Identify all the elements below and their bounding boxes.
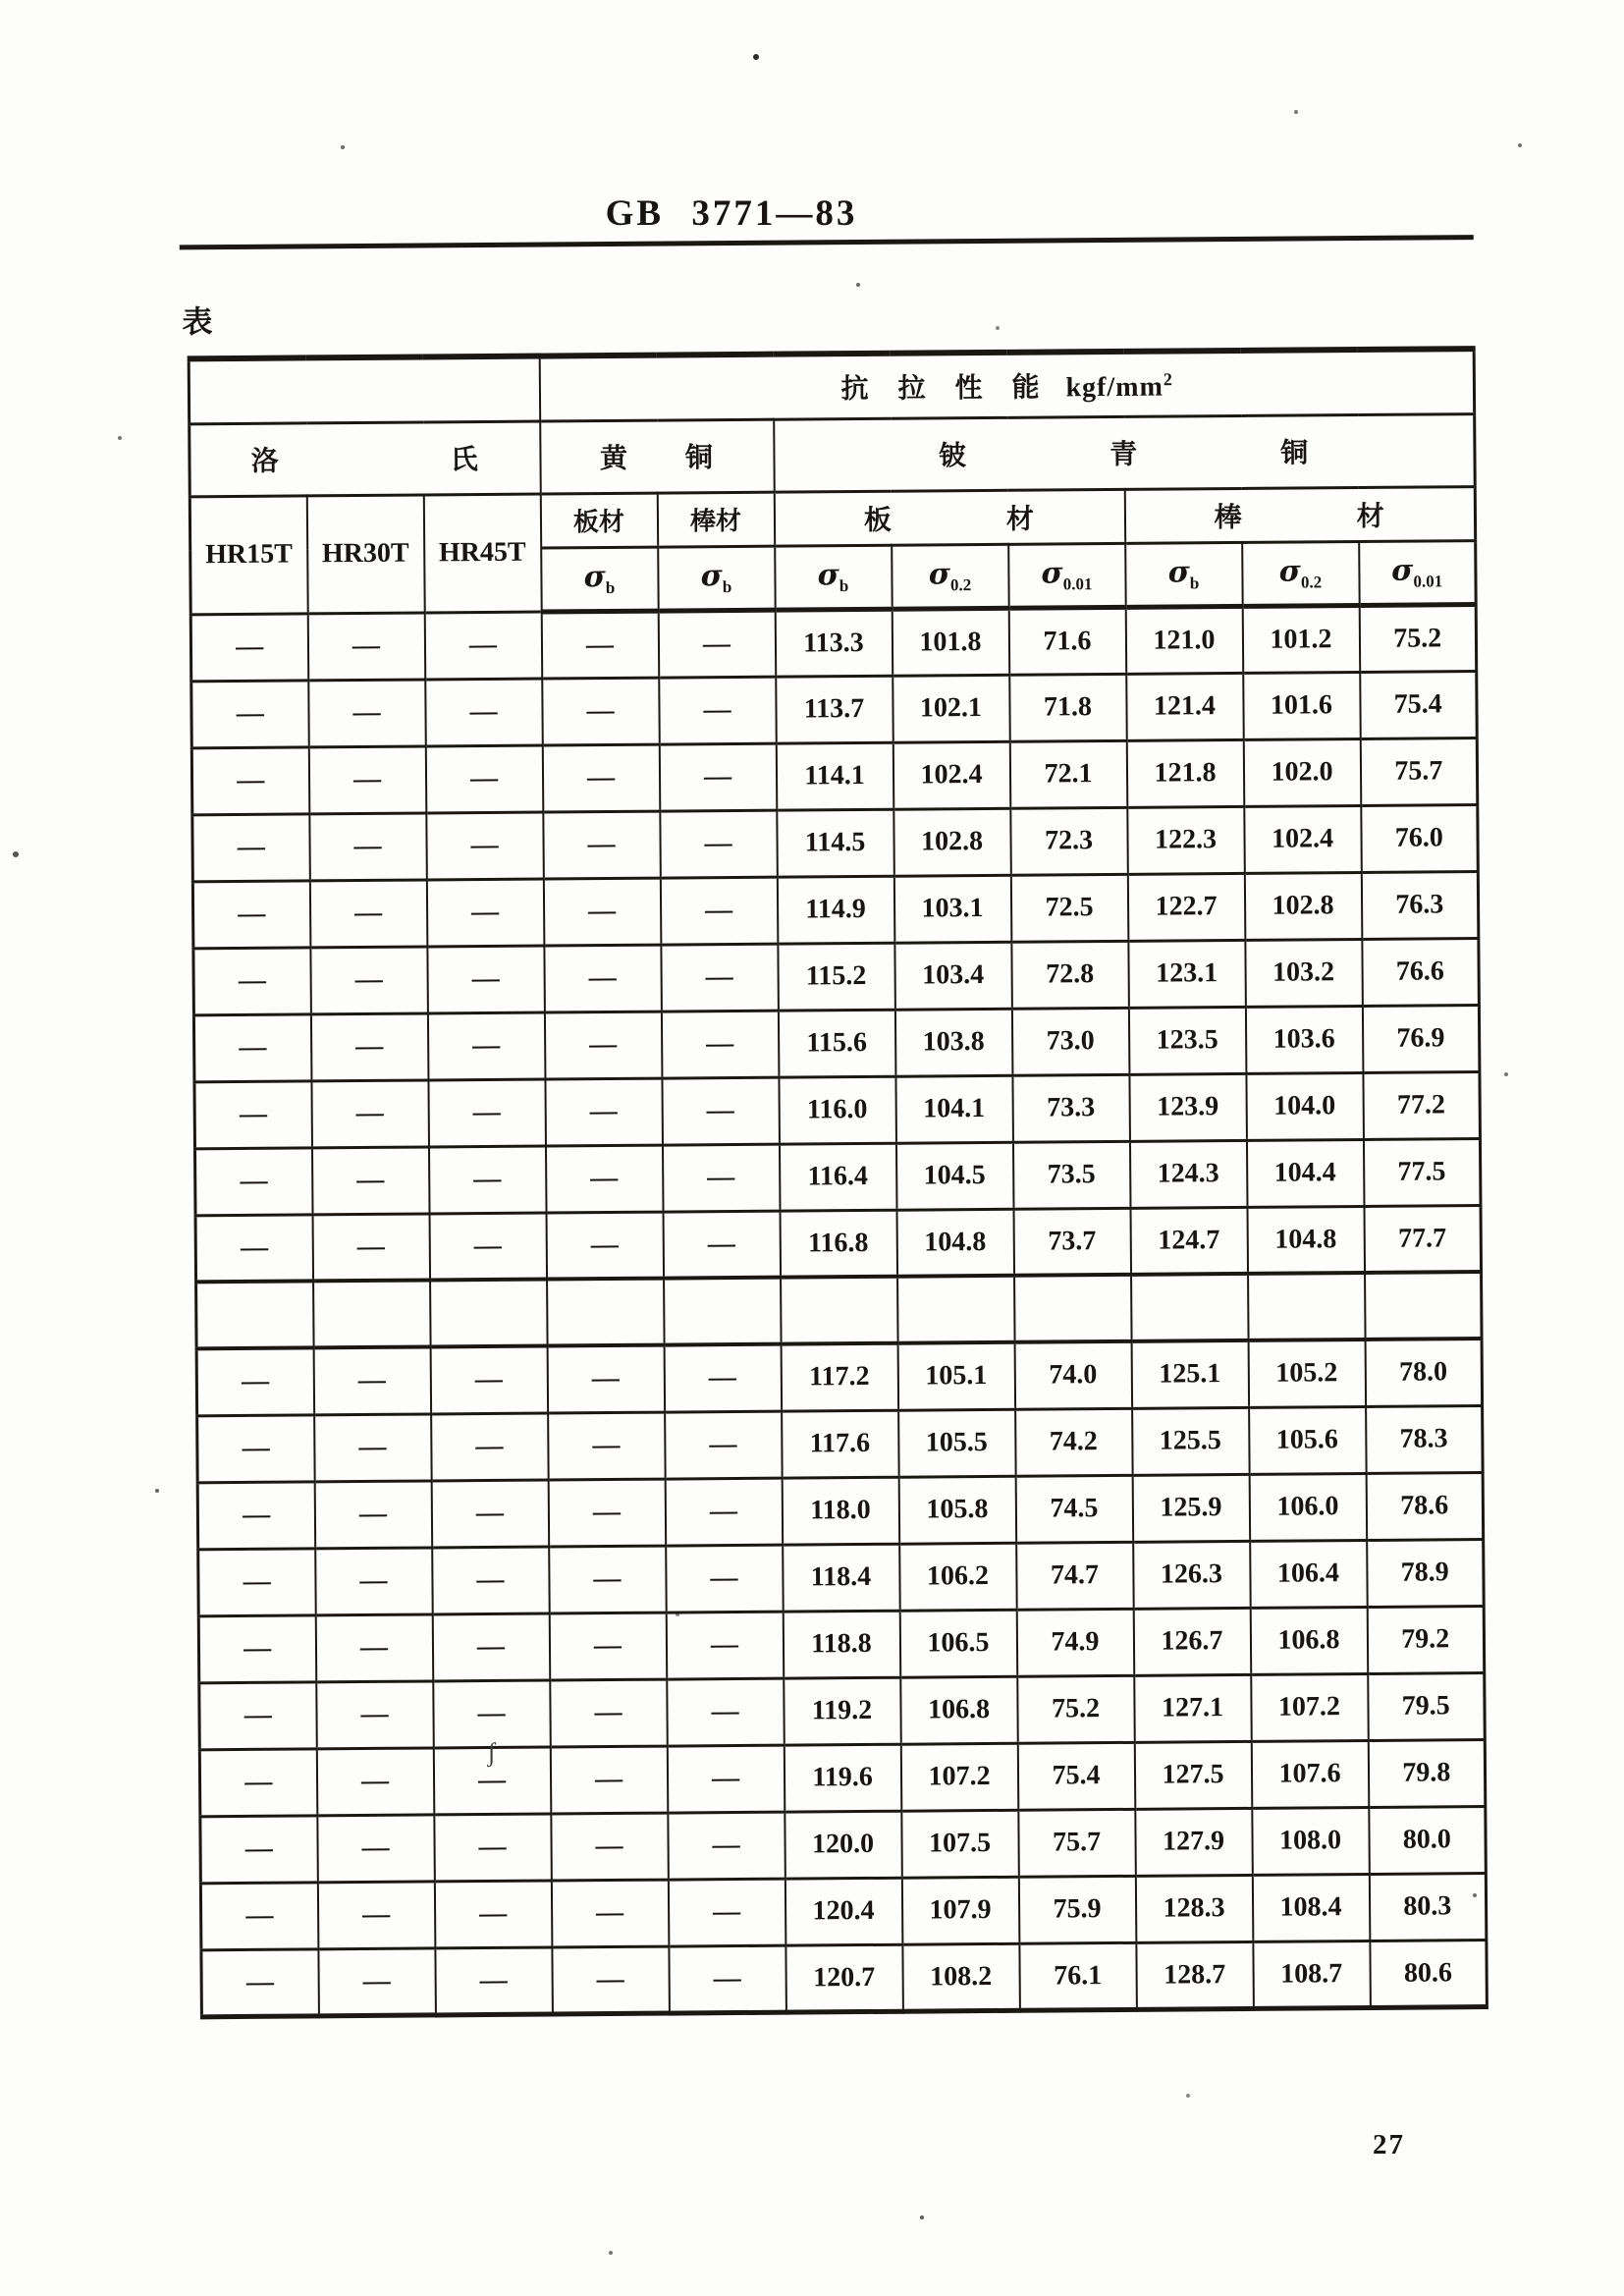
table-cell: — (543, 878, 661, 946)
table-cell: 113.3 (775, 609, 893, 677)
table-row (195, 1205, 1481, 1282)
table-cell: — (314, 1413, 432, 1481)
table-cell: — (316, 1680, 434, 1748)
table-cell: 77.5 (1363, 1138, 1481, 1206)
table-cell: 102.4 (1244, 805, 1362, 873)
table-cell: 76.6 (1362, 938, 1480, 1006)
table-cell: 108.0 (1252, 1807, 1370, 1875)
table-cell: 104.4 (1246, 1139, 1364, 1207)
table-cell: 101.6 (1243, 672, 1361, 739)
table-row (193, 938, 1479, 1014)
table-cell: 128.3 (1135, 1875, 1253, 1942)
table-cell: 102.4 (893, 741, 1010, 809)
header-sigma-b-brass-plate: $\sigma_b$ (541, 547, 659, 612)
table-cell: 105.6 (1249, 1406, 1367, 1474)
table-cell: 107.2 (1251, 1673, 1369, 1741)
table-cell: — (195, 1214, 313, 1282)
table-cell: — (548, 1412, 666, 1480)
tensile-properties-table (188, 346, 1489, 2019)
table-cell: 74.9 (1016, 1609, 1134, 1676)
table-cell: — (434, 1814, 552, 1882)
header-sigma-b-brass-bar: $\sigma_b$ (658, 546, 776, 611)
table-cell: — (666, 1612, 784, 1679)
table-cell: — (542, 744, 660, 812)
table-cell: 102.0 (1243, 738, 1361, 806)
table-cell: 78.0 (1365, 1339, 1483, 1406)
table-cell: 74.7 (1016, 1542, 1134, 1610)
table-cell: 79.8 (1368, 1739, 1486, 1807)
table-cell: — (430, 1346, 548, 1414)
table-cell: 116.0 (779, 1076, 896, 1144)
table-cell: — (191, 680, 309, 747)
table-cell: — (431, 1413, 549, 1481)
table-cell: 75.7 (1018, 1809, 1136, 1877)
table-cell: 120.4 (785, 1878, 902, 1945)
table-cell: 78.6 (1366, 1472, 1484, 1540)
table-cell: — (658, 610, 776, 678)
table-cell: — (317, 1814, 435, 1882)
table-cell: 79.2 (1367, 1606, 1485, 1673)
table-cell: — (194, 1147, 312, 1215)
table-cell: — (191, 746, 309, 814)
table-cell: — (660, 810, 778, 878)
table-cell: 115.6 (778, 1010, 895, 1077)
table-cell: 104.0 (1246, 1072, 1364, 1140)
table-cell: — (198, 1614, 316, 1682)
title-rule (180, 235, 1474, 249)
table-cell: — (192, 813, 310, 881)
table-cell: — (317, 1881, 435, 1948)
table-cell: 105.8 (898, 1476, 1016, 1544)
header-row-forms (189, 486, 1475, 550)
table-cell: — (543, 811, 661, 879)
table-cell (1248, 1273, 1366, 1340)
header-sigma-b-bronze-bar: $\sigma_b$ (1125, 542, 1243, 607)
table-row (191, 738, 1477, 814)
table-cell: 72.1 (1009, 740, 1127, 808)
table-row (200, 1806, 1486, 1883)
header-sigma-001-bronze-bar: $\sigma_{0.01}$ (1359, 540, 1477, 605)
table-cell: 104.1 (895, 1075, 1013, 1143)
table-cell: 106.8 (900, 1676, 1018, 1744)
table-cell: 125.1 (1131, 1340, 1249, 1408)
header-sigma-b-bronze-plate: $\sigma_b$ (775, 545, 893, 610)
table-cell: 73.7 (1013, 1208, 1131, 1276)
table-cell: 76.9 (1362, 1005, 1480, 1072)
table-cell: — (548, 1479, 666, 1547)
table-cell: — (659, 677, 777, 744)
standard-code: GB 3771—83 (605, 193, 858, 234)
header-sigma-001-bronze-plate: $\sigma_{0.01}$ (1008, 543, 1126, 608)
table-cell: 79.5 (1368, 1672, 1486, 1740)
table-cell: 101.8 (892, 608, 1009, 676)
table-cell: — (197, 1481, 315, 1549)
table-cell: 118.4 (783, 1544, 900, 1612)
table-cell: 104.8 (1247, 1206, 1365, 1274)
table-cell (664, 1278, 782, 1345)
table-row (200, 1873, 1486, 1949)
table-cell: 74.2 (1015, 1408, 1133, 1476)
table-cell: 71.8 (1009, 674, 1127, 741)
table-cell: 117.6 (782, 1410, 899, 1478)
table-cell: — (315, 1547, 433, 1614)
table-cell: — (427, 1012, 545, 1080)
table-row (199, 1739, 1485, 1816)
table-cell: 123.9 (1129, 1073, 1247, 1141)
header-bronze-bar: 棒 材 (1124, 486, 1475, 543)
table-cell: 106.8 (1250, 1607, 1368, 1674)
table-cell: — (542, 678, 660, 745)
stray-mark: ʃ (485, 1737, 498, 1768)
table-cell: — (318, 1947, 436, 2015)
table-cell: — (308, 679, 426, 746)
table-cell: — (432, 1613, 550, 1681)
table-cell: — (201, 1948, 319, 2016)
table-cell: — (310, 1012, 428, 1080)
table-cell: — (429, 1213, 547, 1281)
table-cell: 102.1 (893, 675, 1010, 742)
table-cell: — (431, 1480, 549, 1548)
header-rockwell: 洛 氏 (189, 421, 541, 497)
table-cell: — (426, 879, 544, 947)
table-cell: 114.9 (777, 876, 894, 944)
table-cell: — (546, 1212, 664, 1280)
table-cell: 73.5 (1012, 1141, 1130, 1209)
table-cell: — (549, 1546, 667, 1613)
header-bronze-plate: 板 材 (774, 489, 1124, 546)
table-cell: — (309, 812, 427, 880)
table-cell: 106.0 (1249, 1473, 1367, 1541)
tensile-unit-exponent: 2 (1163, 368, 1172, 389)
table-cell: 128.7 (1136, 1941, 1254, 2009)
header-brass-plate: 板材 (540, 493, 657, 548)
table-cell: 107.9 (901, 1877, 1019, 1944)
table-cell: 115.2 (778, 943, 895, 1011)
table-cell: 103.1 (893, 875, 1011, 943)
table-cell: 73.3 (1012, 1074, 1130, 1142)
table-cell: 77.7 (1364, 1205, 1482, 1273)
table-cell: 108.2 (902, 1943, 1020, 2011)
table-cell: — (308, 745, 426, 813)
table-cell: 80.0 (1369, 1806, 1487, 1874)
table-cell: 75.4 (1360, 671, 1478, 738)
table-row (194, 1071, 1480, 1148)
table-cell: — (660, 877, 778, 945)
table-cell: 126.7 (1133, 1608, 1251, 1675)
table-cell: — (312, 1213, 430, 1281)
table-cell: 127.1 (1134, 1674, 1252, 1742)
table-cell: — (307, 612, 425, 680)
table-cell: — (665, 1478, 783, 1546)
table-cell: 75.7 (1360, 738, 1478, 805)
table-cell: — (552, 1946, 670, 2014)
table-cell: — (435, 1947, 553, 2015)
table-cell: 105.1 (897, 1342, 1015, 1410)
table-row (193, 1005, 1479, 1081)
header-hr30t: HR30T (306, 494, 424, 613)
table-cell: 125.9 (1132, 1474, 1250, 1542)
table-cell: 124.7 (1130, 1207, 1248, 1275)
table-cell: — (667, 1745, 785, 1813)
table-cell: 106.5 (899, 1610, 1017, 1677)
table-cell: 71.6 (1008, 607, 1126, 675)
table-cell: 78.3 (1366, 1405, 1484, 1473)
table-cell: — (667, 1678, 785, 1746)
table-cell: 121.4 (1126, 673, 1244, 740)
table-cell: — (544, 1011, 662, 1079)
table-cell: — (313, 1346, 431, 1414)
table-row (192, 804, 1478, 881)
table-cell (196, 1281, 314, 1348)
table-cell: — (666, 1545, 784, 1613)
table-cell: — (434, 1881, 552, 1948)
table-cell: 122.3 (1127, 806, 1245, 874)
table-cell: 72.3 (1010, 807, 1128, 875)
table-cell (1365, 1272, 1483, 1339)
table-cell: — (661, 1011, 779, 1078)
table-cell: 75.9 (1018, 1876, 1136, 1943)
table-cell: — (200, 1815, 318, 1883)
table-cell: — (545, 1145, 663, 1213)
table-cell: — (551, 1813, 669, 1881)
tensile-title-text: 抗 拉 性 能 (840, 372, 1041, 405)
table-cell: — (669, 1945, 786, 2013)
table-cell: 106.4 (1250, 1540, 1368, 1608)
table-cell: — (426, 812, 544, 880)
table-row (194, 1138, 1480, 1215)
table-cell: 119.6 (784, 1744, 901, 1812)
table-cell: 118.8 (783, 1611, 900, 1678)
table-cell: 104.5 (895, 1142, 1013, 1210)
table-cell: — (311, 1146, 429, 1214)
table-row (196, 1339, 1482, 1415)
table-cell: 114.1 (776, 742, 893, 810)
table-cell: — (662, 1077, 780, 1145)
table-cell: 80.3 (1369, 1873, 1487, 1941)
header-brass-bar: 棒材 (657, 492, 774, 547)
table-cell: 72.8 (1011, 941, 1129, 1009)
table-cell (430, 1280, 548, 1347)
table-cell: — (197, 1414, 315, 1482)
table-cell: 108.4 (1252, 1874, 1370, 1941)
table-cell: — (662, 1144, 780, 1212)
table-cell: 103.4 (894, 942, 1012, 1010)
table-cell: — (433, 1680, 551, 1748)
table-cell: — (316, 1747, 434, 1815)
table-row (197, 1405, 1483, 1482)
table-cell: — (428, 1079, 546, 1147)
table-cell: — (193, 1013, 311, 1081)
table-cell: 121.8 (1126, 739, 1244, 807)
table-cell (1131, 1274, 1249, 1341)
table-row (192, 871, 1478, 948)
table-cell: 108.7 (1253, 1941, 1371, 2008)
table-cell: — (427, 946, 545, 1013)
table-cell: 127.5 (1134, 1741, 1252, 1809)
table-cell: — (199, 1681, 317, 1749)
table-row (198, 1539, 1484, 1615)
table-cell: 80.6 (1370, 1940, 1488, 2007)
table-cell: 72.5 (1010, 874, 1128, 942)
table-cell: — (432, 1547, 550, 1614)
table-cell: 103.6 (1245, 1006, 1363, 1073)
table-cell: 116.8 (780, 1210, 897, 1278)
table-cell: — (668, 1879, 785, 1946)
table-cell: — (541, 611, 659, 679)
table-cell: 127.9 (1135, 1808, 1253, 1876)
table-cell: — (315, 1613, 433, 1681)
table-cell: 120.0 (785, 1811, 902, 1879)
table-cell: 76.3 (1361, 871, 1479, 939)
table-row (199, 1672, 1485, 1749)
header-hr45t: HR45T (423, 494, 541, 613)
table-cell: — (311, 1079, 429, 1147)
table-row-empty (196, 1272, 1482, 1348)
table-row (201, 1940, 1487, 2016)
table-cell (547, 1279, 665, 1346)
header-hr15t: HR15T (189, 495, 307, 614)
table-cell: 123.1 (1128, 940, 1246, 1008)
table-cell: — (550, 1679, 668, 1747)
table-cell: 126.3 (1133, 1541, 1251, 1609)
table-cell: 105.5 (898, 1409, 1016, 1477)
table-cell (313, 1280, 431, 1347)
table-cell: — (544, 945, 662, 1012)
table-cell: 101.2 (1242, 605, 1360, 673)
table-cell: — (425, 679, 543, 746)
table-cell: 77.2 (1363, 1071, 1481, 1139)
table-cell: — (194, 1080, 312, 1148)
table-cell: — (545, 1078, 663, 1146)
table-cell (1014, 1275, 1132, 1342)
table-cell: 117.2 (781, 1343, 898, 1411)
table-cell: — (424, 612, 542, 680)
table-cell: — (192, 880, 310, 948)
header-sigma-02-bronze-plate: $\sigma_{0.2}$ (892, 544, 1009, 609)
table-cell: 118.0 (782, 1477, 899, 1545)
table-cell: — (314, 1480, 432, 1548)
table-cell: — (196, 1347, 314, 1415)
header-blank-cell (189, 356, 540, 424)
table-cell: — (668, 1812, 785, 1880)
table-cell: — (664, 1344, 782, 1412)
table-cell: — (551, 1880, 669, 1947)
table-cell: — (309, 879, 427, 947)
table-cell: 106.2 (899, 1543, 1017, 1611)
table-cell: 75.2 (1359, 604, 1477, 672)
table-cell: — (193, 947, 311, 1014)
table-cell: 113.7 (776, 676, 893, 743)
table-cell: 114.5 (777, 809, 894, 877)
table-cell: 120.7 (785, 1944, 903, 2012)
table-row (190, 604, 1476, 681)
table-cell: 107.2 (900, 1743, 1018, 1811)
table-cell: — (428, 1146, 546, 1214)
table-cell: 102.8 (1244, 872, 1362, 940)
table-cell (897, 1276, 1015, 1343)
table-cell: 121.0 (1125, 606, 1243, 674)
table-cell: — (550, 1746, 668, 1814)
table-cell: 76.1 (1019, 1942, 1137, 2010)
table-cell: 124.3 (1129, 1140, 1247, 1208)
table-cell: — (199, 1748, 317, 1816)
table-cell: 103.8 (894, 1009, 1012, 1076)
table-cell: 74.5 (1015, 1475, 1133, 1543)
header-beryllium-bronze: 铍 青 铜 (774, 413, 1476, 492)
table-cell: — (547, 1345, 665, 1413)
table-cell: — (198, 1548, 316, 1615)
table-cell (781, 1277, 898, 1344)
table-cell: 73.0 (1011, 1008, 1129, 1075)
table-cell: — (433, 1747, 551, 1815)
table-cell: 75.2 (1017, 1675, 1135, 1743)
tensile-unit-text: kgf/mm (1065, 371, 1164, 404)
table-cell: 74.0 (1014, 1341, 1132, 1409)
table-cell: — (663, 1211, 781, 1279)
table-cell: 123.5 (1128, 1007, 1246, 1074)
table-cell: 103.2 (1245, 939, 1363, 1007)
table-cell: — (659, 743, 777, 811)
page-number: 27 (1373, 2129, 1405, 2160)
table-cell: 75.4 (1017, 1742, 1135, 1810)
table-cell: 104.8 (896, 1209, 1014, 1277)
table-cell: — (200, 1882, 318, 1949)
table-cell: — (661, 944, 779, 1011)
table-cell: 116.4 (779, 1143, 896, 1211)
table-cell: 105.2 (1248, 1339, 1366, 1407)
table-cell: 122.7 (1127, 873, 1245, 941)
header-brass: 黄 铜 (540, 419, 775, 494)
table-cell: 107.5 (901, 1810, 1019, 1878)
table-row (198, 1606, 1484, 1682)
table-cell: 119.2 (784, 1677, 901, 1745)
table-cell: — (310, 946, 428, 1013)
table-cell: — (549, 1613, 667, 1680)
table-cell: — (190, 613, 308, 681)
table-cell: 125.5 (1132, 1407, 1250, 1475)
table-cell: 78.9 (1367, 1539, 1485, 1607)
table-cell: — (425, 745, 543, 813)
table-row (197, 1472, 1483, 1549)
header-tensile-performance (539, 349, 1474, 420)
header-sigma-02-bronze-bar: $\sigma_{0.2}$ (1242, 541, 1360, 606)
table-label: 表 (182, 304, 213, 340)
table-row (191, 671, 1477, 747)
table-cell: 107.6 (1251, 1740, 1369, 1808)
table-cell: 102.8 (893, 808, 1011, 876)
header-row-materials (189, 413, 1476, 496)
table-cell: 76.0 (1361, 804, 1479, 872)
header-row-unit (189, 349, 1474, 423)
table-cell: — (665, 1411, 783, 1479)
